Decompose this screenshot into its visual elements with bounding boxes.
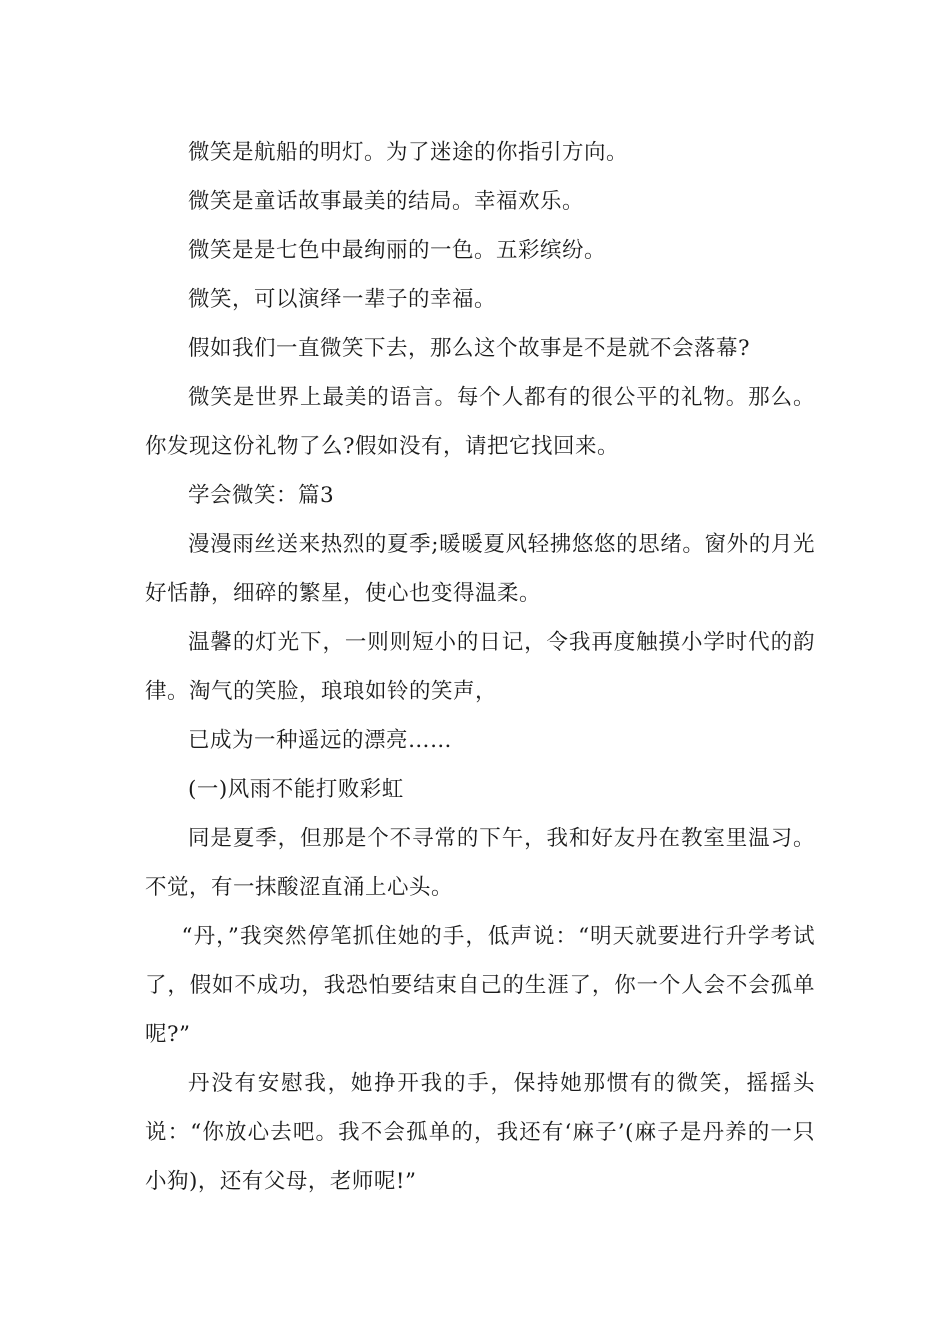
paragraph-7: 漫漫雨丝送来热烈的夏季;暖暖夏风轻拂悠悠的思绪。窗外的月光好恬静，细碎的繁星，使心也变得温柔。	[145, 532, 815, 606]
paragraph-11: “丹，”我突然停笔抓住她的手，低声说：“明天就要进行升学考试了，假如不成功，我恐怕要结束自己的生涯了，你一个人会不会孤单呢?”	[145, 924, 815, 1047]
paragraph-3: 微笑是是七色中最绚丽的一色。五彩缤纷。	[188, 238, 607, 263]
subheading: (一)风雨不能打败彩虹	[188, 777, 404, 802]
paragraph-1: 微笑是航船的明灯。为了迷途的你指引方向。	[188, 140, 629, 165]
paragraph-2: 微笑是童话故事最美的结局。幸福欢乐。	[188, 189, 585, 214]
section-heading: 学会微笑：篇3	[188, 483, 335, 508]
paragraph-4: 微笑，可以演绎一辈子的幸福。	[188, 287, 497, 312]
paragraph-9: 已成为一种遥远的漂亮……	[188, 728, 453, 753]
paragraph-6: 微笑是世界上最美的语言。每个人都有的很公平的礼物。那么。你发现这份礼物了么?假如没有，请把它找回来。	[145, 385, 815, 459]
document-body	[145, 128, 815, 1206]
paragraph-8: 温馨的灯光下，一则则短小的日记，令我再度触摸小学时代的韵律。淘气的笑脸，琅琅如铃的笑声，	[145, 630, 815, 704]
paragraph-5: 假如我们一直微笑下去，那么这个故事是不是就不会落幕?	[188, 336, 751, 361]
paragraph-12: 丹没有安慰我，她挣开我的手，保持她那惯有的微笑，摇摇头说：“你放心去吧。我不会孤单的，我还有‘麻子’(麻子是丹养的一只小狗)，还有父母，老师呢!”	[145, 1071, 815, 1194]
paragraph-10: 同是夏季，但那是个不寻常的下午，我和好友丹在教室里温习。不觉，有一抹酸涩直涌上心头。	[145, 826, 815, 900]
